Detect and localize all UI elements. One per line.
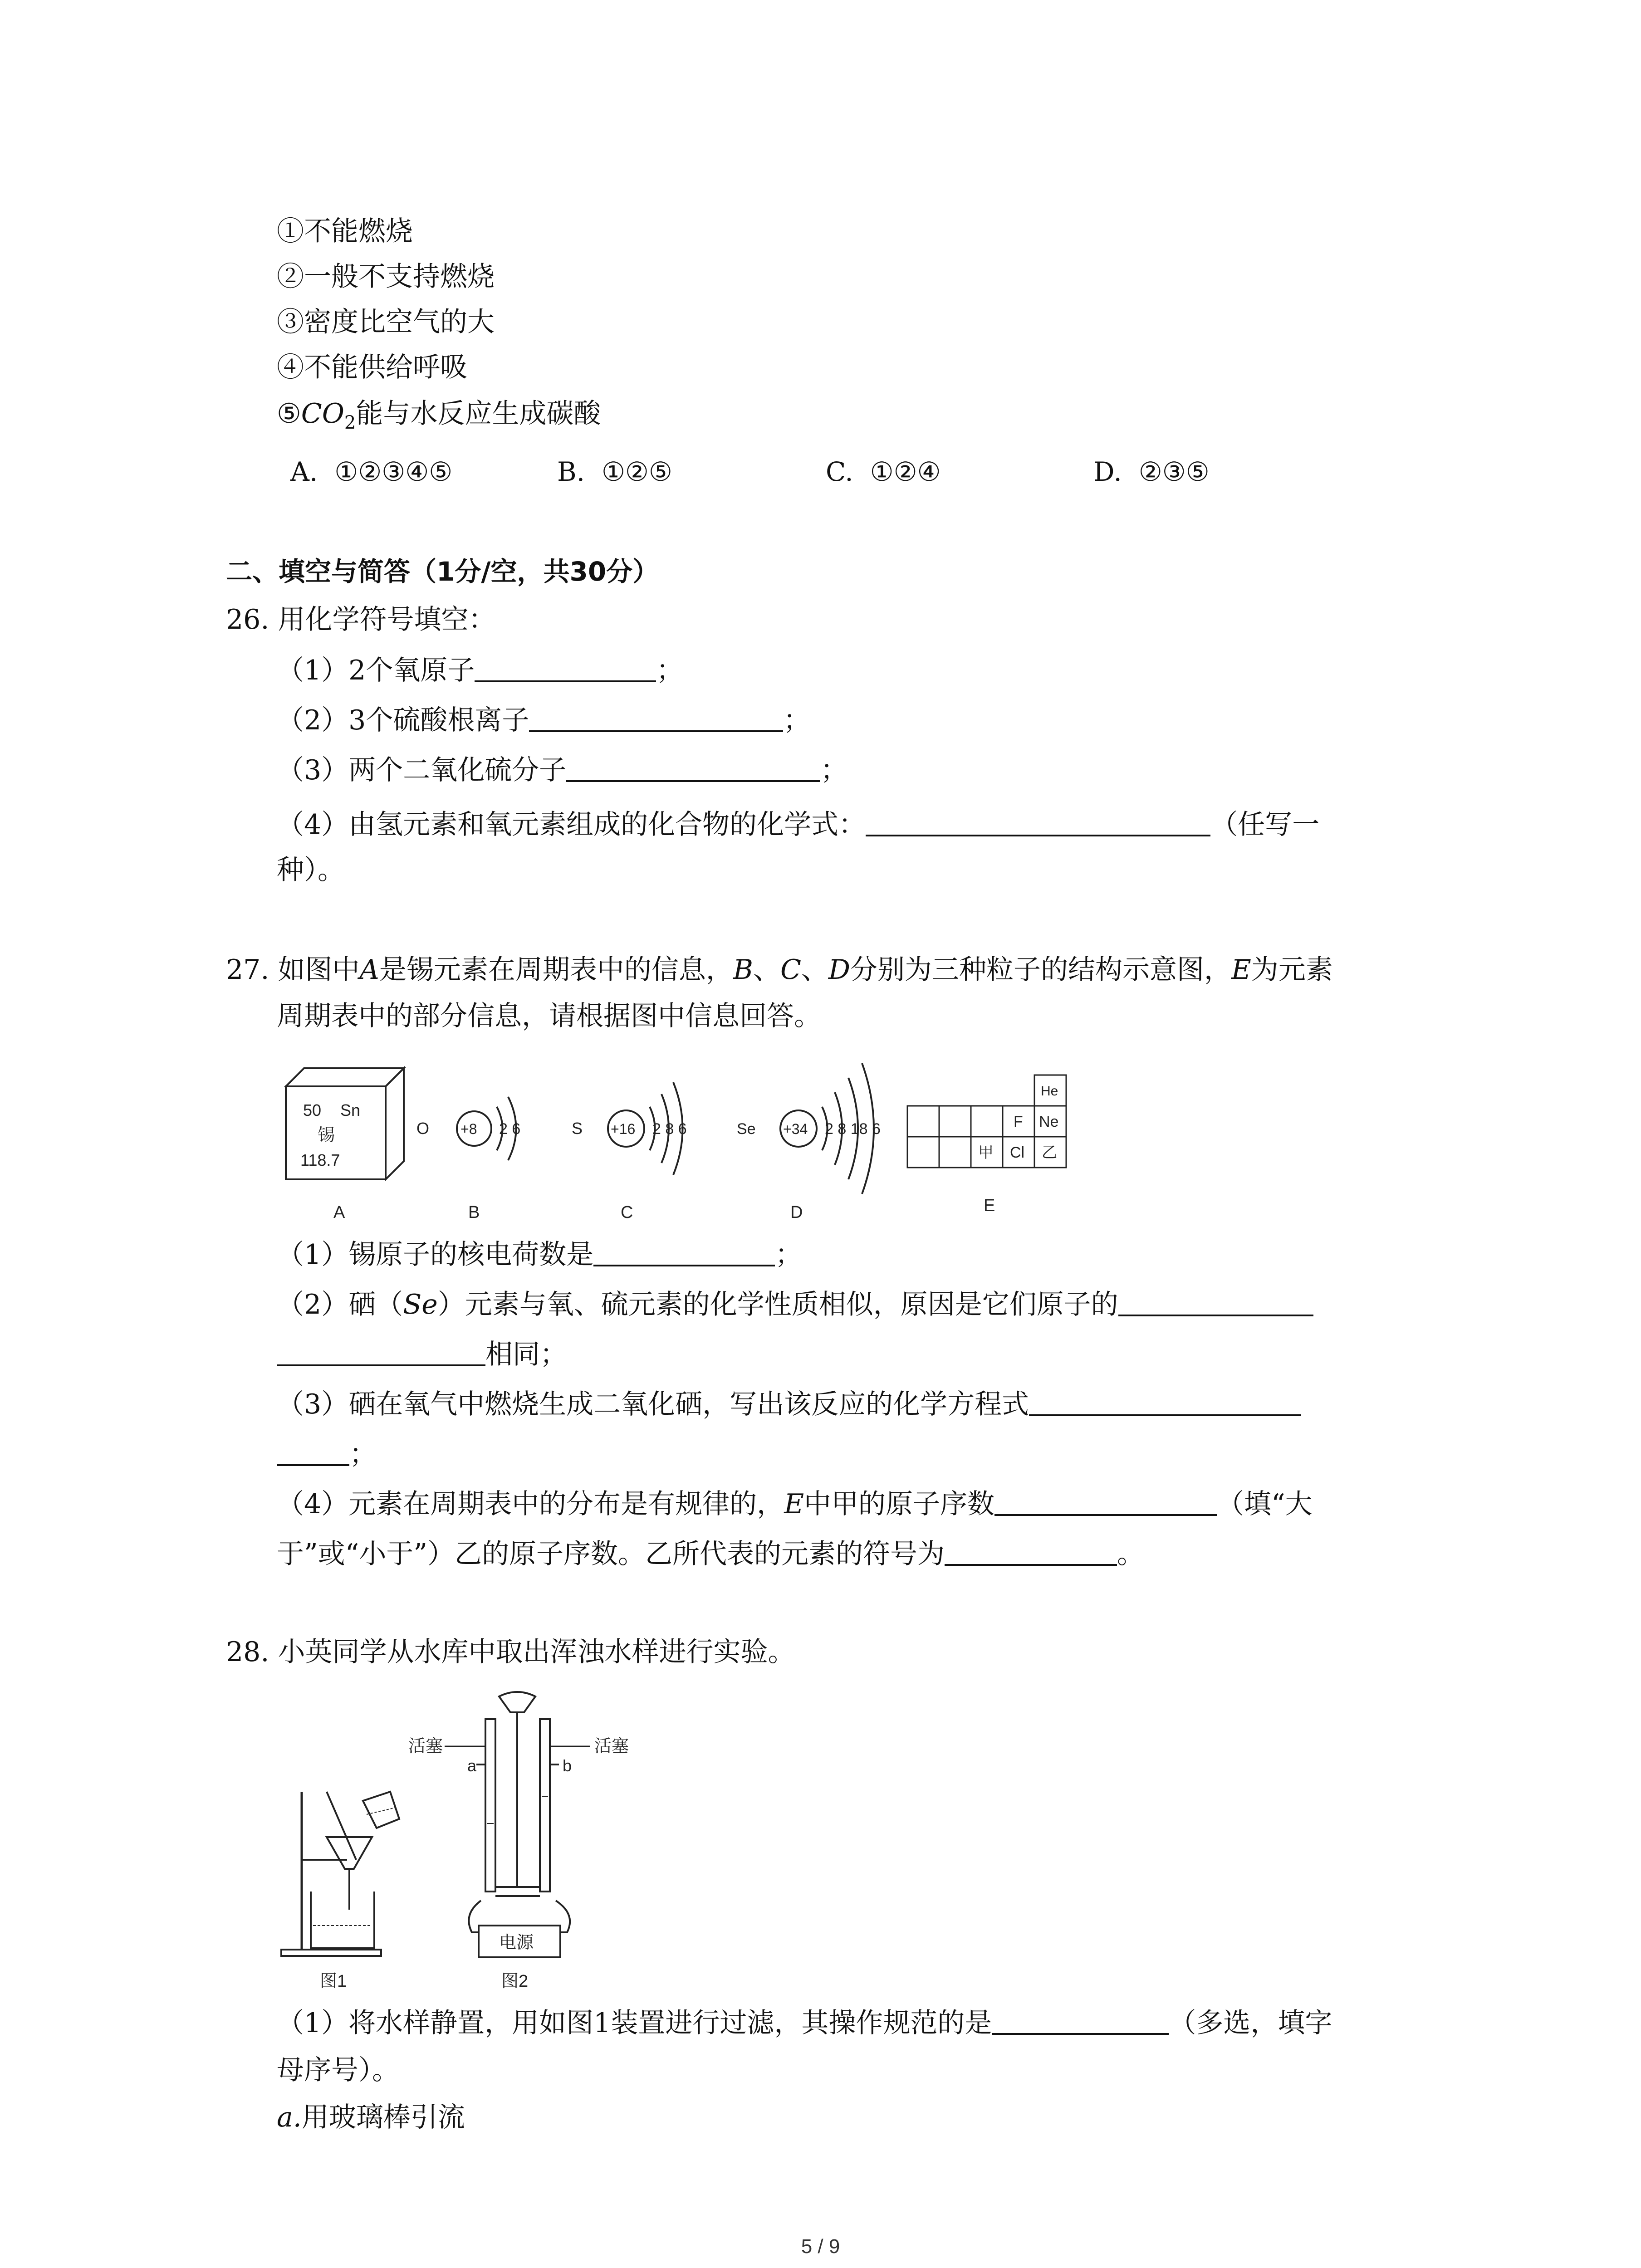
q26-part-3: （3）两个二氧化硫分子 ；: [277, 752, 847, 788]
tin-symbol: Sn: [340, 1101, 361, 1119]
svg-text:He: He: [1041, 1084, 1058, 1099]
q26-part-4: （4）由氢元素和氧元素组成的化合物的化学式： （任写一: [277, 807, 1319, 843]
q27-part-3-cont: ；: [277, 1436, 377, 1472]
svg-text:乙: 乙: [1042, 1144, 1057, 1161]
page-number: 5 / 9: [801, 2235, 840, 2258]
tin-element-box: [286, 1068, 404, 1179]
figure-1-caption: 图1: [320, 1972, 347, 1991]
svg-text:2 8 6: 2 8 6: [652, 1120, 687, 1138]
q28-part-1: （1）将水样静置，用如图1装置进行过滤，其操作规范的是 （多选，填字: [277, 2005, 1332, 2041]
answer-blank[interactable]: [992, 2006, 1169, 2035]
answer-blank[interactable]: [1029, 1387, 1301, 1416]
list-item-5: $⑤CO_2$能与水反应生成碳酸: [277, 398, 601, 433]
svg-text:2 8 18 6: 2 8 18 6: [825, 1120, 881, 1138]
q27-stem-cont: 周期表中的部分信息，请根据图中信息回答。: [277, 1000, 821, 1032]
label-c: C: [621, 1203, 633, 1222]
tube-a-label: a: [467, 1756, 477, 1775]
svg-text:2 6: 2 6: [499, 1120, 521, 1138]
answer-blank[interactable]: [593, 1237, 775, 1266]
answer-blank[interactable]: [1118, 1287, 1313, 1316]
answer-blank[interactable]: [475, 653, 656, 682]
q26-stem: 26. 用化学符号填空：: [226, 604, 496, 635]
q27-part-4-cont: 于”或“小于”）乙的原子序数。乙所代表的元素的符号为 。: [277, 1536, 1144, 1572]
answer-blank[interactable]: [945, 1537, 1117, 1566]
option-a: A. ①②③④⑤: [290, 456, 453, 487]
filtration-apparatus: [281, 1792, 399, 1956]
label-e: E: [984, 1196, 995, 1215]
selenium-structure: [737, 1063, 881, 1194]
svg-text:+8: +8: [460, 1121, 477, 1137]
water-experiment-figure: [272, 1678, 681, 2000]
label-a: A: [333, 1203, 345, 1222]
tin-name: 锡: [318, 1126, 335, 1145]
q27-part-2-cont: 相同；: [277, 1336, 567, 1373]
q27-part-4: （4）元素在周期表中的分布是有规律的，E中甲的原子序数 （填“大: [277, 1486, 1313, 1522]
svg-text:+16: +16: [611, 1121, 636, 1137]
svg-text:甲: 甲: [978, 1144, 994, 1161]
tube-b-label: b: [563, 1756, 572, 1775]
option-c: C. ①②④: [826, 456, 941, 487]
answer-blank[interactable]: [529, 703, 783, 732]
q28-part-1-cont: 母序号）。: [277, 2054, 399, 2086]
element-figure: [272, 1043, 1089, 1234]
svg-text:+34: +34: [783, 1121, 808, 1137]
list-item-1: ①不能燃烧: [277, 215, 413, 247]
q27-part-3: （3）硒在氧气中燃烧生成二氧化硒，写出该反应的化学方程式: [277, 1386, 1301, 1422]
option-d: D. ②③⑤: [1093, 456, 1210, 487]
periodic-table-fragment: [907, 1075, 1066, 1168]
label-b: B: [468, 1203, 480, 1222]
svg-text:O: O: [416, 1119, 430, 1138]
q27-stem: 27. 如图中A是锡元素在周期表中的信息，B、C、D分别为三种粒子的结构示意图，E为元素: [226, 954, 1333, 986]
q28-option-a: a.用玻璃棒引流: [277, 2102, 465, 2133]
svg-text:Cl: Cl: [1010, 1144, 1025, 1161]
q26-part-4-cont: 种）。: [277, 854, 345, 886]
svg-text:F: F: [1014, 1113, 1023, 1130]
electrolysis-apparatus: [445, 1692, 590, 1957]
oxygen-structure: [416, 1097, 520, 1160]
svg-text:S: S: [572, 1119, 583, 1138]
tin-mass: 118.7: [300, 1151, 340, 1169]
valve-right-label: 活塞: [594, 1737, 629, 1756]
q27-part-2: （2）硒（Se）元素与氧、硫元素的化学性质相似，原因是它们原子的: [277, 1286, 1313, 1323]
q26-part-1: （1）2个氧原子 ；: [277, 652, 683, 689]
answer-blank[interactable]: [994, 1487, 1217, 1516]
label-d: D: [790, 1203, 803, 1222]
tin-atomic-number: 50: [303, 1101, 322, 1119]
option-b: B. ①②⑤: [557, 456, 672, 487]
answer-blank[interactable]: [566, 753, 820, 782]
figure-2-caption: 图2: [501, 1972, 529, 1991]
valve-left-label: 活塞: [408, 1737, 443, 1756]
section-heading: 二、填空与简答（1分/空，共30分）: [226, 556, 659, 587]
power-source-label: 电源: [499, 1933, 534, 1952]
list-item-2: ②一般不支持燃烧: [277, 261, 495, 293]
q27-part-1: （1）锡原子的核电荷数是 ；: [277, 1237, 802, 1273]
sulfur-structure: [572, 1082, 687, 1175]
list-item-4: ④不能供给呼吸: [277, 352, 467, 383]
list-item-3: ③密度比空气的大: [277, 306, 495, 338]
svg-text:Se: Se: [737, 1120, 756, 1138]
answer-blank[interactable]: [866, 807, 1210, 836]
q26-part-2: （2）3个硫酸根离子 ；: [277, 702, 810, 738]
q28-stem: 28. 小英同学从水库中取出浑浊水样进行实验。: [226, 1636, 795, 1668]
answer-blank[interactable]: [277, 1437, 349, 1466]
answer-blank[interactable]: [277, 1337, 485, 1366]
svg-text:Ne: Ne: [1039, 1113, 1059, 1130]
